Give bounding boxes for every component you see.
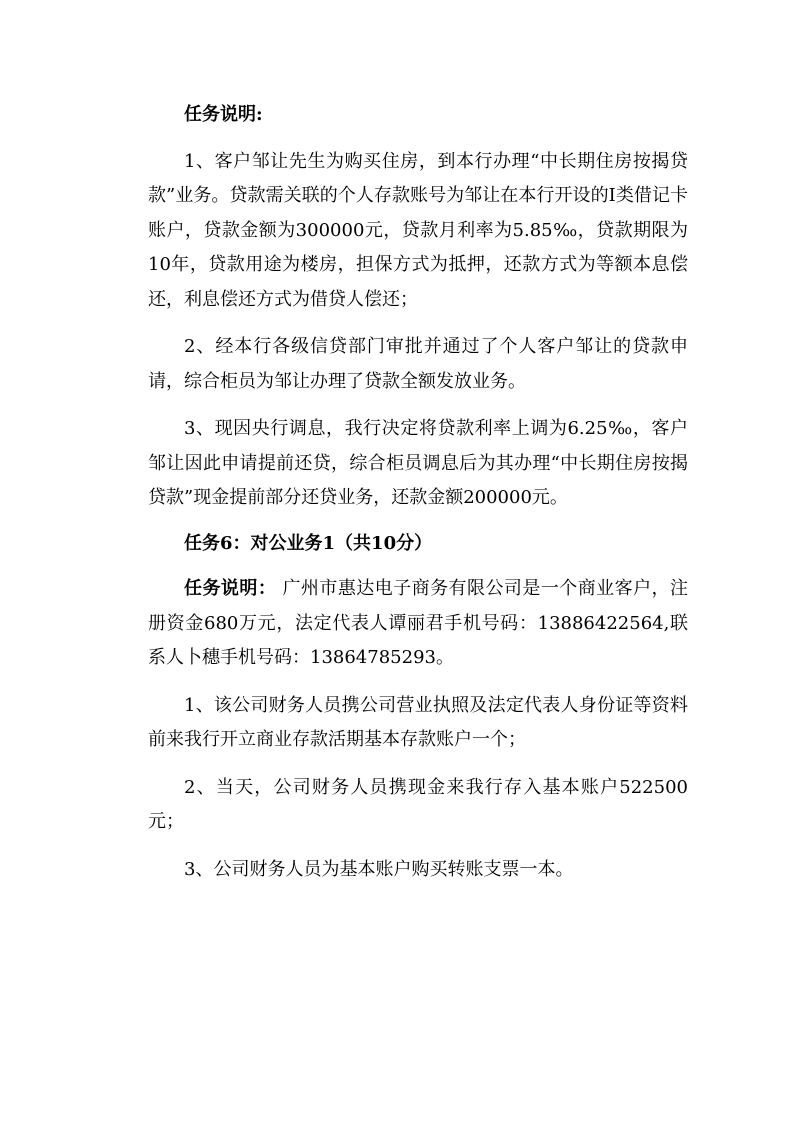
- task6-item-2: 2、当天，公司财务人员携现金来我行存入基本账户522500元；: [148, 776, 688, 832]
- document-body: [148, 98, 688, 887]
- task6-intro-text: 广州市惠达电子商务有限公司是一个商业客户，注册资金680万元，法定代表人谭丽君手机号码：13886422564,联系人卜穗手机号码：13864785293。: [148, 578, 688, 668]
- task6-item-1: 1、该公司财务人员携公司营业执照及法定代表人身份证等资料前来我行开立商业存款活期基本存款账户一个；: [148, 694, 688, 750]
- task-item-2: 2、经本行各级信贷部门审批并通过了个人客户邹让的贷款申请，综合柜员为邹让办理了贷款全额发放业务。: [148, 336, 688, 392]
- task6-intro: [148, 572, 688, 676]
- task6-title: 任务6：对公业务1（共10分）: [184, 532, 433, 554]
- task-item-3: 3、现因央行调息，我行决定将贷款利率上调为6.25‰，客户邹让因此申请提前还贷，综合柜员调息后为其办理“中长期住房按揭贷款”现金提前部分还贷业务，还款金额200000元。: [148, 418, 688, 508]
- task6-item-3: 3、公司财务人员为基本账户购买转账支票一本。: [184, 858, 574, 880]
- section-heading-task-description: 任务说明:: [184, 104, 263, 125]
- task6-intro-heading: 任务说明：: [184, 578, 277, 599]
- task-item-1: 1、客户邹让先生为购买住房，到本行办理“中长期住房按揭贷款”业务。贷款需关联的个人存款账号为邹让在本行开设的Ⅰ类借记卡账户，贷款金额为300000元，贷款月利率为5.85‰，贷款期限为10年，贷款用途为楼房，担保方式为抵押，还款方式为等额本息偿还，利息偿还方式为借贷人偿还；: [148, 150, 688, 310]
